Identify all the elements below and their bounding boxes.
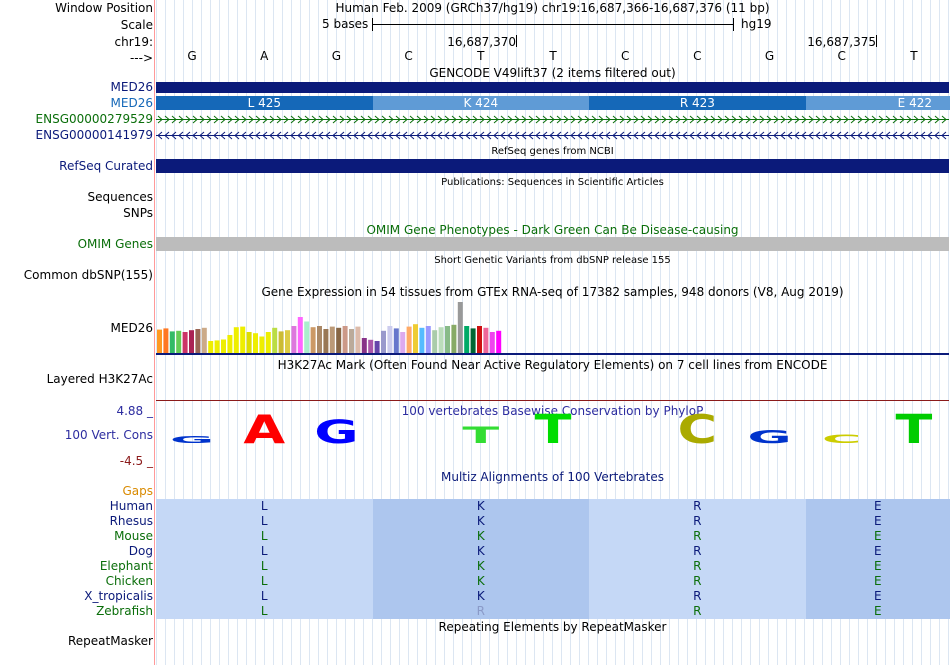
alignment-aa-cell: R (589, 499, 806, 514)
gtex-tissue-bar[interactable] (407, 327, 412, 353)
gtex-tissue-bar[interactable] (445, 326, 450, 353)
gtex-tissue-bar[interactable] (298, 317, 303, 353)
gtex-tissue-bar[interactable] (464, 326, 469, 353)
alignment-row[interactable] (156, 529, 949, 544)
codon-label: E 422 (897, 96, 932, 110)
phylop-base-glyph: T (895, 406, 933, 454)
alignment-aa-cell: R (589, 544, 806, 559)
alignment-aa-cell: K (373, 529, 590, 544)
gtex-tissue-bar[interactable] (439, 327, 444, 353)
h3k27-baseline (156, 400, 949, 401)
ensg2-label[interactable]: ENSG00000141979 (35, 128, 153, 142)
scale-db: hg19 (741, 17, 772, 31)
phylop-logo[interactable] (156, 402, 950, 467)
alignment-aa-cell: L (156, 499, 373, 514)
gtex-tissue-bar[interactable] (343, 326, 348, 353)
cons-max-label: 4.88 _ (116, 404, 153, 418)
gtex-tissue-bar[interactable] (215, 340, 220, 353)
scale-label: Scale (120, 18, 153, 32)
gtex-tissue-bar[interactable] (240, 327, 245, 353)
base-letter: G (331, 49, 342, 63)
phylop-base-glyph: G (169, 434, 215, 446)
chr-label: chr19: (114, 35, 153, 49)
base-letter: G (187, 49, 197, 63)
alignment-row[interactable] (156, 604, 949, 619)
alignment-aa-cell: E (806, 544, 950, 559)
alignment-row[interactable] (156, 559, 949, 574)
omim-track-title: OMIM Gene Phenotypes - Dark Green Can Be Disease-causing (366, 223, 739, 237)
gtex-tissue-bar[interactable] (432, 330, 437, 353)
gtex-tissue-bar[interactable] (419, 328, 424, 353)
alignment-aa-cell: R (589, 559, 806, 574)
gtex-tissue-bar[interactable] (355, 327, 360, 353)
gtex-tissue-bar[interactable] (189, 330, 194, 353)
phylop-base-glyph: T (462, 422, 500, 449)
alignment-aa-cell: L (156, 529, 373, 544)
species-label[interactable]: Rhesus (109, 514, 153, 528)
gaps-label[interactable]: Gaps (122, 484, 153, 498)
gtex-tissue-bar[interactable] (496, 331, 501, 353)
position-header: Human Feb. 2009 (GRCh37/hg19) chr19:16,687,366-16,687,376 (11 bp) (335, 1, 770, 15)
alignment-aa-cell: R (589, 604, 806, 619)
species-label[interactable]: X_tropicalis (84, 589, 153, 603)
gtex-expression-chart[interactable] (156, 300, 536, 353)
coord-tick-2 (876, 35, 877, 47)
gtex-tissue-bar[interactable] (362, 338, 367, 353)
alignment-aa-cell: L (156, 589, 373, 604)
gtex-med26-label[interactable]: MED26 (110, 321, 153, 335)
gtex-tissue-bar[interactable] (336, 328, 341, 353)
alignment-row[interactable] (156, 544, 949, 559)
gtex-tissue-bar[interactable] (375, 341, 380, 353)
h3k27-track-title: H3K27Ac Mark (Often Found Near Active Regulatory Elements) on 7 cell lines from ENCODE (277, 358, 828, 372)
alignment-aa-cell: L (156, 604, 373, 619)
alignment-aa-cell: K (373, 499, 590, 514)
coord-label-1: 16,687,370 (447, 35, 516, 49)
species-label[interactable]: Mouse (114, 529, 153, 543)
gtex-tissue-bar[interactable] (266, 332, 271, 353)
gencode-med26-label[interactable]: MED26 (110, 80, 153, 94)
gtex-tissue-bar[interactable] (202, 328, 207, 353)
codon-block[interactable] (373, 96, 590, 110)
coord-label-2: 16,687,375 (807, 35, 876, 49)
ensg2-intron-track[interactable] (156, 130, 949, 141)
repeatmasker-label[interactable]: RepeatMasker (67, 634, 153, 648)
gtex-tissue-bar[interactable] (381, 331, 386, 353)
phylop-base-glyph: C (821, 433, 862, 446)
refseq-med26-bar[interactable] (156, 159, 949, 173)
snps-label[interactable]: SNPs (123, 206, 153, 220)
gtex-tissue-bar[interactable] (311, 327, 316, 353)
gtex-tissue-bar[interactable] (400, 332, 405, 353)
left-margin-line (154, 0, 155, 665)
alignment-aa-cell: L (156, 559, 373, 574)
codon-block[interactable] (589, 96, 806, 110)
alignment-aa-cell: L (156, 544, 373, 559)
publications-track-title: Publications: Sequences in Scientific Articles (441, 177, 664, 188)
gtex-tissue-bar[interactable] (157, 330, 162, 353)
species-label[interactable]: Chicken (105, 574, 153, 588)
gtex-tissue-bar[interactable] (272, 328, 277, 353)
alignment-aa-cell: E (806, 559, 950, 574)
codon-label: K 424 (463, 96, 499, 110)
gtex-tissue-bar[interactable] (253, 333, 258, 353)
base-letter: A (260, 49, 269, 63)
gtex-tissue-bar[interactable] (483, 328, 488, 353)
alignment-aa-cell: R (589, 514, 806, 529)
codon-block[interactable] (806, 96, 950, 110)
common-dbsnp-label[interactable]: Common dbSNP(155) (23, 268, 153, 282)
gtex-tissue-bar[interactable] (323, 329, 328, 353)
cons-min-label: -4.5 _ (119, 454, 153, 468)
base-letter: T (549, 49, 557, 63)
alignment-aa-cell: K (373, 574, 590, 589)
gtex-tissue-bar[interactable] (291, 326, 296, 353)
gtex-tissue-bar[interactable] (227, 335, 232, 353)
scale-bar (372, 18, 734, 31)
gtex-tissue-bar[interactable] (458, 302, 463, 353)
codon-label: L 425 (247, 96, 281, 110)
multiz-track-title: Multiz Alignments of 100 Vertebrates (440, 470, 665, 484)
gtex-tissue-bar[interactable] (234, 327, 239, 353)
gtex-tissue-bar[interactable] (317, 326, 322, 353)
phylop-base-glyph: G (747, 426, 792, 448)
alignment-row[interactable] (156, 589, 949, 604)
multiz-alignment-block[interactable] (156, 499, 949, 619)
species-label[interactable]: Elephant (99, 559, 153, 573)
omim-genes-label[interactable]: OMIM Genes (77, 237, 153, 251)
alignment-aa-cell: E (806, 514, 950, 529)
refseq-label[interactable]: RefSeq Curated (59, 159, 153, 173)
gtex-tissue-bar[interactable] (471, 328, 476, 353)
gtex-tissue-bar[interactable] (195, 329, 200, 353)
phylop-base-glyph: G (314, 414, 359, 451)
base-letter: T (477, 49, 485, 63)
dbsnp-track-title: Short Genetic Variants from dbSNP release 155 (434, 255, 671, 266)
sequences-label[interactable]: Sequences (87, 190, 153, 204)
ensg1-intron-track[interactable] (156, 114, 949, 125)
layered-h3k27ac-label[interactable]: Layered H3K27Ac (46, 372, 153, 386)
gtex-tissue-bar[interactable] (349, 329, 354, 353)
phylop-base-glyph: A (243, 407, 286, 453)
vert-cons-label[interactable]: 100 Vert. Cons (64, 428, 153, 442)
gtex-tissue-bar[interactable] (163, 328, 168, 353)
strand-arrow-label: ---> (129, 51, 153, 65)
alignment-aa-cell: E (806, 604, 950, 619)
codon-block[interactable] (156, 96, 373, 110)
gencode-codon-bar[interactable] (156, 96, 949, 110)
alignment-aa-cell: K (373, 544, 590, 559)
alignment-aa-cell: E (806, 529, 950, 544)
base-letter: C (620, 49, 630, 63)
species-label[interactable]: Dog (128, 544, 153, 558)
gtex-tissue-bar[interactable] (477, 326, 482, 353)
gtex-tissue-bar[interactable] (426, 326, 431, 353)
alignment-aa-cell: L (156, 514, 373, 529)
alignment-aa-cell: R (589, 574, 806, 589)
repeat-track-title: Repeating Elements by RepeatMasker (438, 620, 667, 634)
gencode-track-title: GENCODE V49lift37 (2 items filtered out) (429, 66, 676, 80)
gtex-tissue-bar[interactable] (170, 331, 175, 353)
alignment-row[interactable] (156, 574, 949, 589)
alignment-aa-cell: R (373, 604, 590, 619)
base-sequence-row (156, 49, 950, 64)
gtex-tissue-bar[interactable] (330, 327, 335, 353)
gtex-tissue-bar[interactable] (368, 340, 373, 353)
gtex-tissue-bar[interactable] (176, 331, 181, 353)
gtex-tissue-bar[interactable] (259, 337, 264, 354)
base-letter: C (404, 49, 413, 63)
gtex-tissue-bar[interactable] (183, 332, 188, 353)
alignment-aa-cell: K (373, 589, 590, 604)
alignment-aa-cell: E (806, 499, 950, 514)
gtex-baseline (156, 353, 949, 355)
omim-gene-bar[interactable] (156, 237, 949, 251)
alignment-aa-cell: K (373, 514, 590, 529)
alignment-row[interactable] (156, 514, 949, 529)
base-letter: C (693, 49, 702, 63)
base-letter: T (910, 49, 918, 63)
ensg1-label[interactable]: ENSG00000279529 (35, 112, 153, 126)
gtex-tissue-bar[interactable] (208, 341, 213, 353)
species-label[interactable]: Zebrafish (96, 604, 153, 618)
gtex-tissue-bar[interactable] (387, 326, 392, 353)
phylop-track-title: 100 vertebrates Basewise Conservation by PhyloP (401, 404, 704, 418)
species-label[interactable]: Human (109, 499, 153, 513)
gtex-tissue-bar[interactable] (247, 332, 252, 353)
gtex-tissue-bar[interactable] (304, 322, 309, 354)
alignment-row[interactable] (156, 499, 949, 514)
gtex-tissue-bar[interactable] (285, 330, 290, 353)
coord-tick-1 (516, 35, 517, 47)
alignment-aa-cell: R (589, 589, 806, 604)
phylop-base-glyph: T (534, 406, 572, 454)
alignment-aa-cell: E (806, 574, 950, 589)
gtex-tissue-bar[interactable] (221, 340, 226, 354)
alignment-aa-cell: K (373, 559, 590, 574)
gtex-track-title: Gene Expression in 54 tissues from GTEx RNA-seq of 17382 samples, 948 donors (V8, Aug 2019) (261, 285, 844, 299)
refseq-track-title: RefSeq genes from NCBI (491, 146, 614, 157)
alignment-aa-cell: L (156, 574, 373, 589)
alignment-aa-cell: R (589, 529, 806, 544)
scale-text: 5 bases (322, 17, 369, 31)
gtex-tissue-bar[interactable] (451, 325, 456, 353)
codon-label: R 423 (679, 96, 715, 110)
window-position-label: Window Position (55, 1, 153, 15)
alignment-aa-cell: E (806, 589, 950, 604)
gencode-med26-bar[interactable] (156, 82, 949, 93)
base-letter: G (764, 49, 775, 63)
gtex-tissue-bar[interactable] (279, 331, 284, 353)
gtex-tissue-bar[interactable] (394, 328, 399, 353)
base-letter: C (837, 49, 846, 63)
phylop-base-glyph: C (677, 407, 718, 453)
gtex-tissue-bar[interactable] (413, 324, 418, 353)
gtex-tissue-bar[interactable] (490, 332, 495, 353)
gencode-med26-codon-label[interactable]: MED26 (110, 96, 153, 110)
